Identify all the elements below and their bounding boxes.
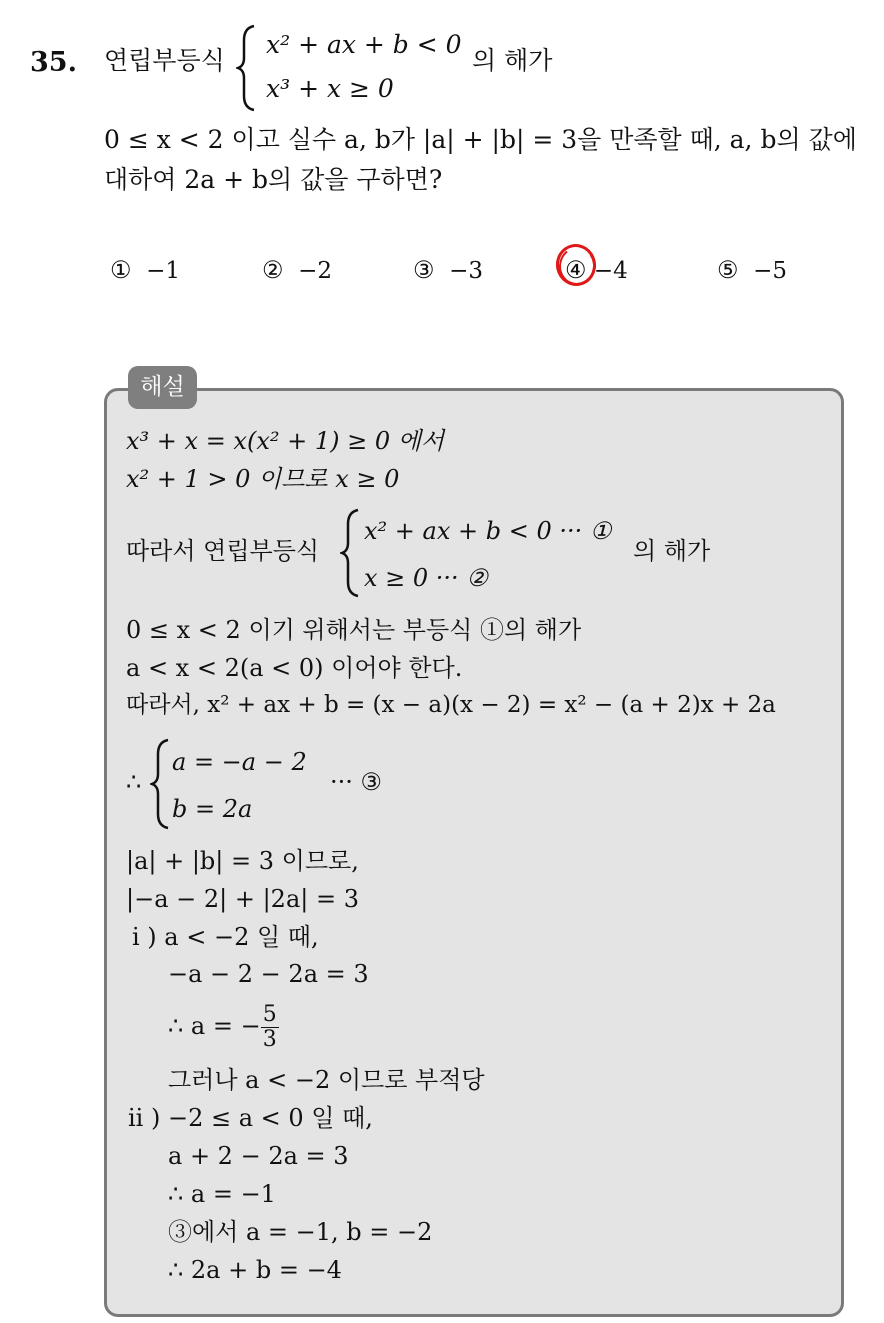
solution-line-6: 따라서, x² + ax + b = (x − a)(x − 2) = x² − (a + 2)x + 2a	[126, 692, 776, 718]
final-answer: ∴ 2a + b = −4	[168, 1256, 342, 1284]
solution-system3-1: a = −a − 2	[172, 748, 307, 776]
choice-value: −3	[449, 258, 484, 284]
system-brace	[236, 24, 258, 112]
solution-system-prefix: 따라서 연립부등식	[126, 537, 320, 565]
choice-value: −2	[298, 258, 333, 284]
fraction-denominator: 3	[262, 1027, 277, 1053]
question-suffix: 의 해가	[472, 46, 553, 75]
choice-marker: ③	[413, 256, 435, 284]
choice-marker: ⑤	[717, 256, 739, 284]
case-1-conclusion: 그러나 a < −2 이므로 부적당	[168, 1066, 485, 1094]
solution-system3-brace	[150, 738, 172, 830]
choice-marker: ②	[262, 256, 284, 284]
choice-value: −5	[753, 258, 788, 284]
solution-line-5: a < x < 2(a < 0) 이어야 한다.	[126, 654, 463, 682]
choice-1[interactable]	[110, 256, 180, 284]
solution-tag: 해설	[128, 366, 197, 409]
system-inequality-2: x³ + x ≥ 0	[266, 74, 394, 103]
case-2-substitution: ③에서 a = −1, b = −2	[168, 1218, 433, 1246]
solution-system-2: x ≥ 0 ··· ②	[364, 564, 488, 592]
solution-system3-2: b = 2a	[172, 795, 253, 823]
choice-marker: ④	[565, 256, 587, 284]
question-body-line-2: 대하여 2a + b의 값을 구하면?	[104, 165, 443, 194]
solution-line-7: |a| + |b| = 3 이므로,	[126, 847, 359, 875]
solution-system-1: x² + ax + b < 0 ··· ①	[364, 517, 612, 545]
solution-line-2: x² + 1 > 0 이므로 x ≥ 0	[126, 465, 400, 493]
question-body-line-1: 0 ≤ x < 2 이고 실수 a, b가 |a| + |b| = 3을 만족할 때, a, b의 값에	[104, 125, 857, 154]
choice-3[interactable]	[413, 256, 483, 284]
case-1-equation: −a − 2 − 2a = 3	[168, 960, 369, 988]
solution-system-brace	[340, 508, 362, 598]
case-2-equation: a + 2 − 2a = 3	[168, 1142, 349, 1170]
case-2-result: ∴ a = −1	[168, 1180, 276, 1208]
question-prefix: 연립부등식	[104, 46, 225, 75]
solution-line-8: |−a − 2| + |2a| = 3	[126, 885, 359, 913]
solution-system3-tag: ··· ③	[330, 768, 383, 796]
solution-system-suffix: 의 해가	[633, 537, 711, 565]
therefore-symbol: ∴	[126, 768, 142, 796]
solution-line-1: x³ + x = x(x² + 1) ≥ 0 에서	[126, 427, 445, 455]
choice-2[interactable]	[262, 256, 332, 284]
case-1-heading: i ) a < −2 일 때,	[132, 923, 319, 951]
case-1-result-prefix: ∴ a = −	[168, 1012, 261, 1041]
question-number: 35.	[30, 47, 77, 78]
system-inequality-1: x² + ax + b < 0	[266, 30, 462, 59]
choice-value: −1	[146, 258, 181, 284]
choice-5[interactable]	[717, 256, 787, 284]
case-2-heading: ii ) −2 ≤ a < 0 일 때,	[128, 1104, 373, 1132]
choice-value: −4	[593, 258, 628, 284]
solution-line-4: 0 ≤ x < 2 이기 위해서는 부등식 ①의 해가	[126, 616, 582, 644]
fraction	[261, 1003, 279, 1052]
fraction-numerator: 5	[262, 1002, 277, 1027]
case-1-result	[168, 1003, 279, 1052]
choice-marker: ①	[110, 256, 132, 284]
